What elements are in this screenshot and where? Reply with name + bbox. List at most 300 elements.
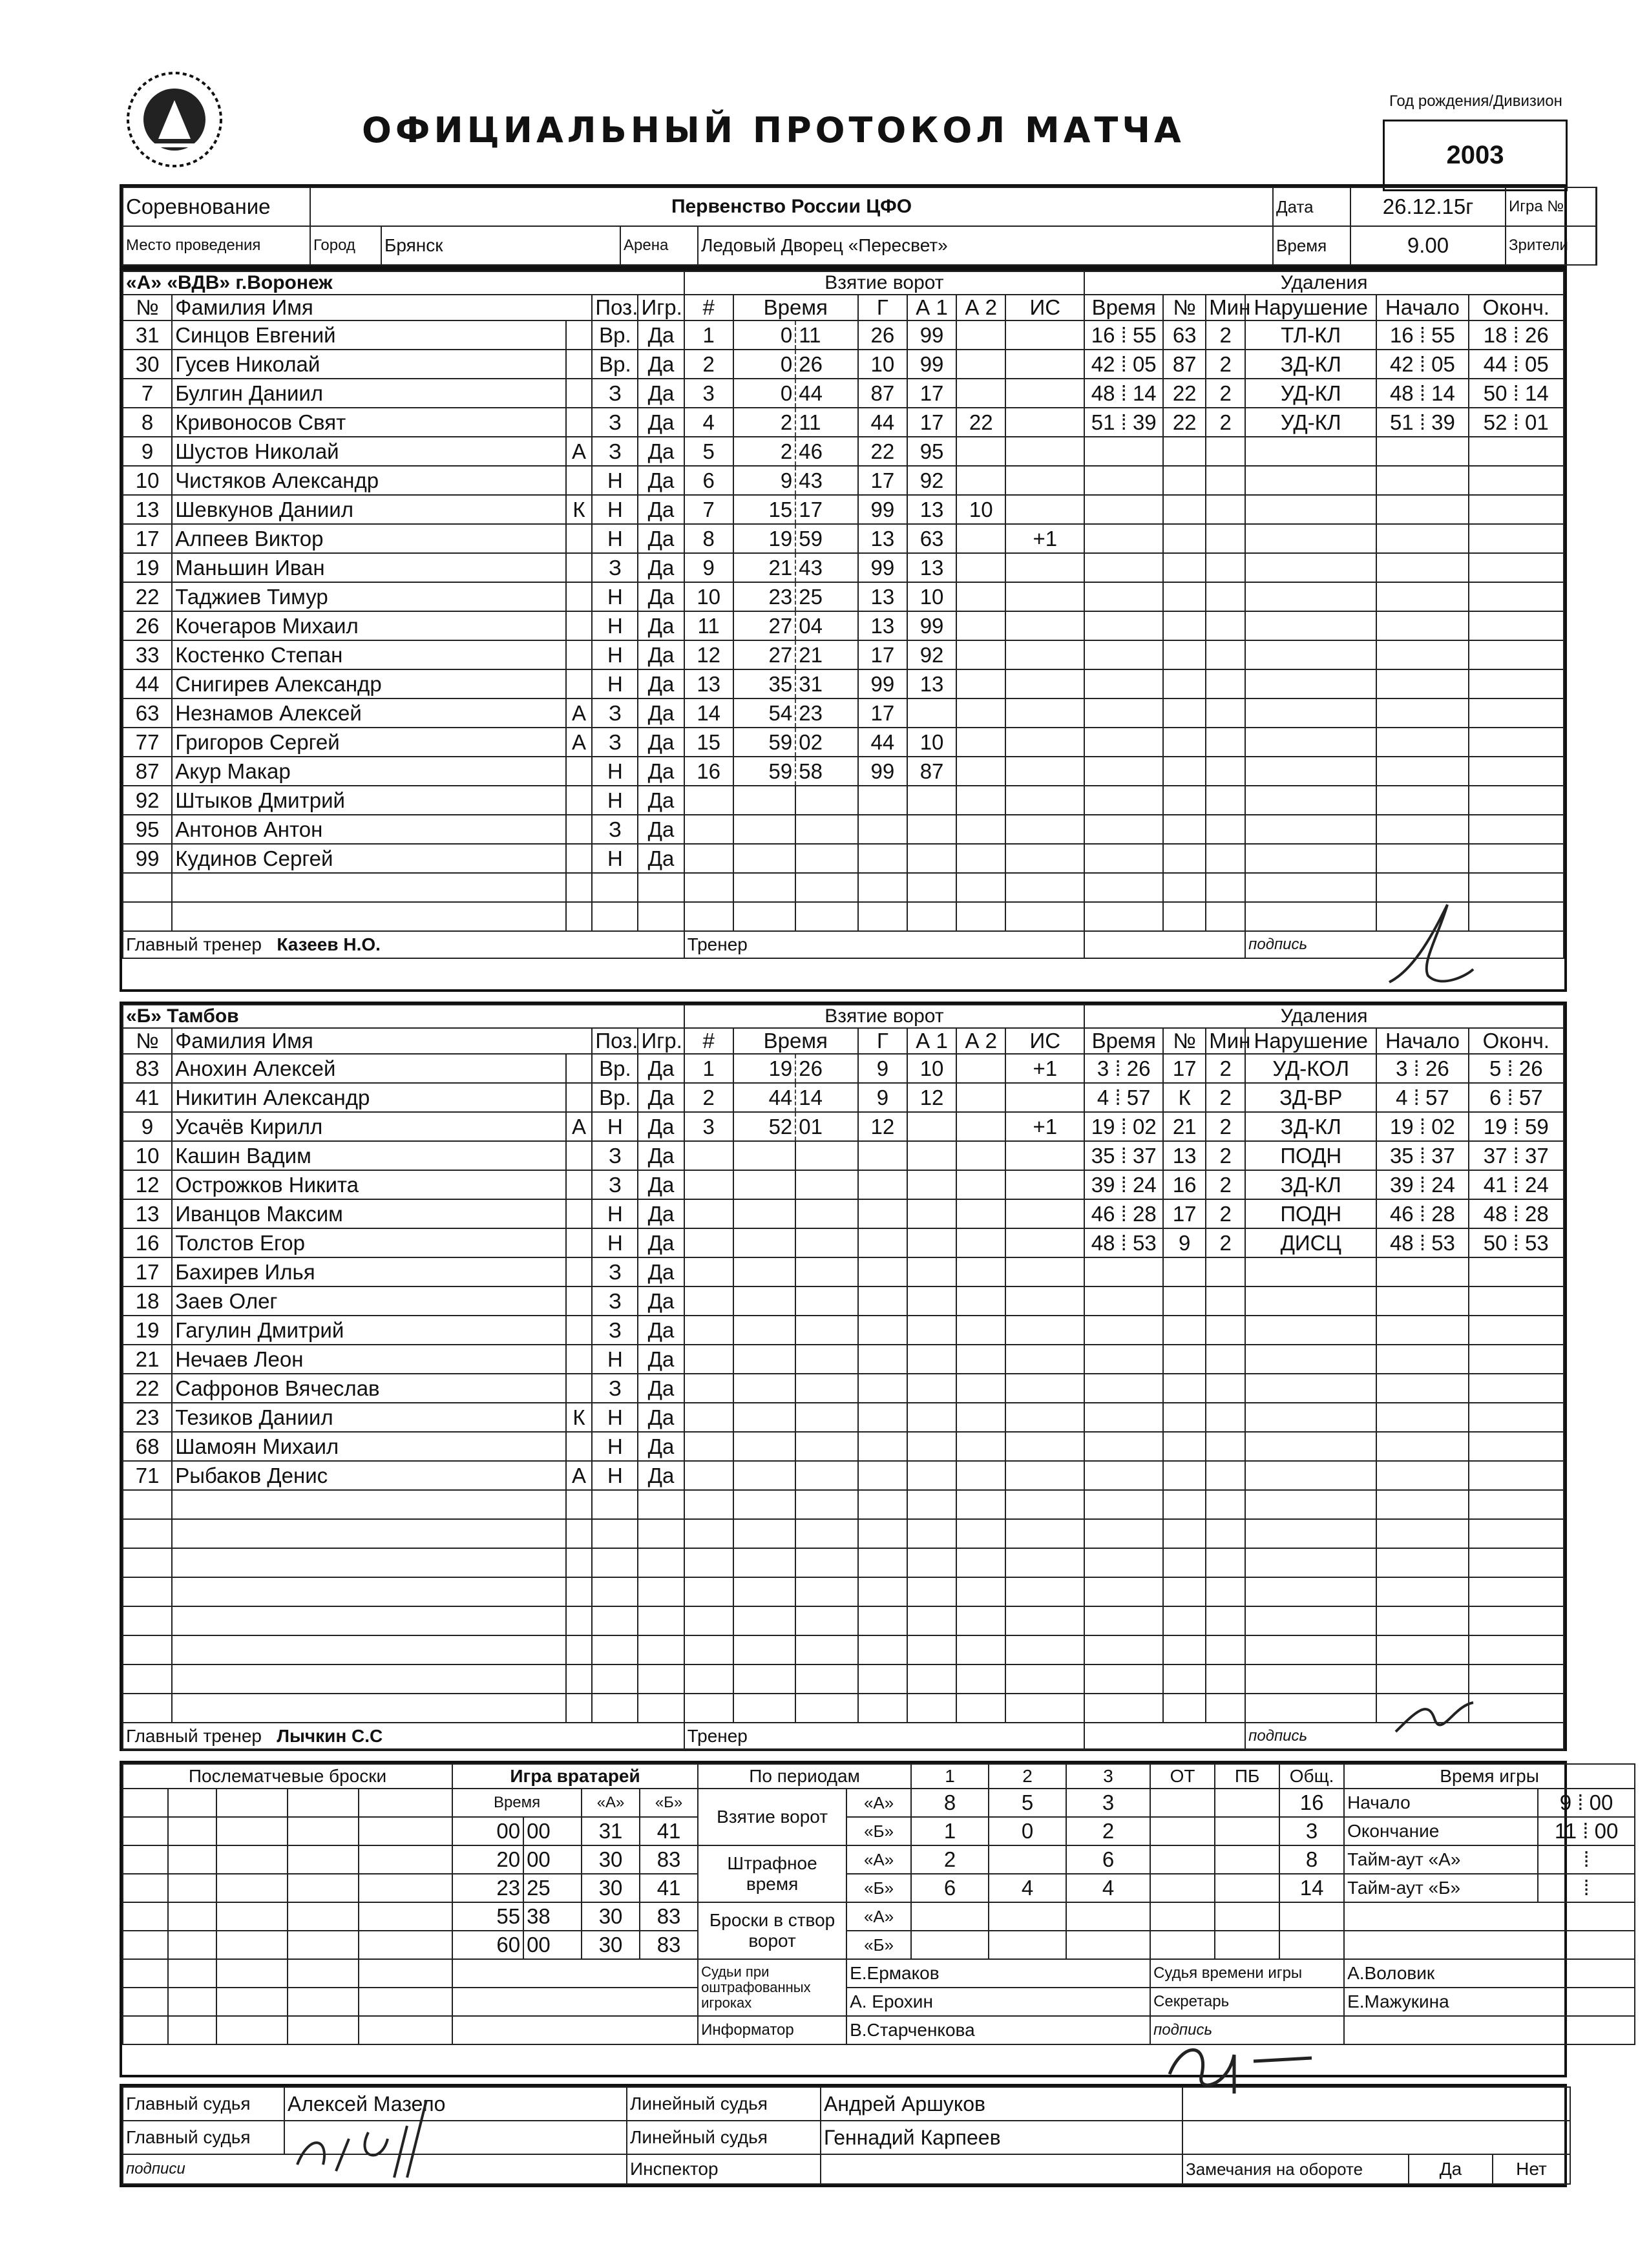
penalty-start-sec: 26: [1425, 1056, 1449, 1080]
goal-minute: 15: [733, 495, 796, 524]
empty-cell: [858, 1519, 907, 1548]
penalty-end-min: 19: [1483, 1114, 1507, 1139]
coach-space: [1084, 1723, 1245, 1750]
goal-assist-1: 99: [907, 350, 956, 379]
empty-cell: [1245, 1548, 1376, 1577]
empty-cell: [1245, 611, 1376, 640]
empty-cell: [1084, 437, 1163, 466]
empty-cell: [1279, 1902, 1344, 1931]
goal-minute: 2: [733, 408, 796, 437]
player-position: З: [592, 728, 638, 757]
penalty-violation: ТЛ-КЛ: [1245, 320, 1376, 350]
shootout-cell: [168, 1988, 216, 2016]
player-position: З: [592, 698, 638, 728]
empty-cell: [1469, 1490, 1564, 1519]
game-time-value: 11 ⁞ 00: [1538, 1817, 1635, 1845]
empty-cell: [684, 1170, 733, 1199]
player-number: 8: [123, 408, 172, 437]
penalty-time: 4 ⁞ 57: [1084, 1083, 1163, 1112]
penalty-start: 51 ⁞ 39: [1376, 408, 1468, 437]
year-division-value: 2003: [1383, 120, 1568, 191]
player-played: [638, 1664, 684, 1694]
col-a2: А 2: [956, 1028, 1005, 1054]
empty-cell: [1163, 728, 1206, 757]
empty-cell: [1245, 1664, 1376, 1694]
empty-cell: [1376, 582, 1468, 611]
period-row-label: Взятие ворот: [698, 1789, 846, 1845]
player-captaincy: [566, 1664, 593, 1694]
player-played: Да: [638, 408, 684, 437]
goal-scorer: 22: [858, 437, 907, 466]
empty-cell: [1215, 1931, 1279, 1959]
empty-cell: [1245, 786, 1376, 815]
shootout-cell: [359, 1959, 452, 1988]
penalty-time: 16 ⁞ 55: [1084, 320, 1163, 350]
penalty-end-sec: 26: [1518, 1056, 1543, 1080]
penalty-start-min: 19: [1389, 1114, 1414, 1139]
penalty-minute: 19: [1091, 1114, 1115, 1139]
empty-cell: [907, 1548, 956, 1577]
penalty-start: 19 ⁞ 02: [1376, 1112, 1468, 1141]
empty-cell: [733, 1403, 796, 1432]
goal-minute: 52: [733, 1112, 796, 1141]
empty-cell: [1084, 524, 1163, 553]
empty-cell: [733, 1199, 796, 1228]
empty-cell: [1245, 1432, 1376, 1461]
empty-cell: [795, 1228, 858, 1257]
player-captaincy: [566, 815, 593, 844]
penalty-end-sec: 57: [1518, 1085, 1543, 1109]
player-position: З: [592, 437, 638, 466]
empty-cell: [1163, 1403, 1206, 1432]
player-captaincy: А: [566, 728, 593, 757]
player-number: 17: [123, 1257, 172, 1286]
empty-cell: [907, 1199, 956, 1228]
empty-cell: [858, 1606, 907, 1635]
penalty-minutes: 2: [1206, 1112, 1245, 1141]
empty-cell: [1469, 1316, 1564, 1345]
empty-cell: [1376, 1345, 1468, 1374]
empty-cell: [684, 1577, 733, 1606]
player-number: [123, 1519, 172, 1548]
player-position: Н: [592, 582, 638, 611]
empty-cell: [907, 1432, 956, 1461]
player-played: Да: [638, 698, 684, 728]
coach-space: [1084, 931, 1245, 958]
penalty-start-sec: 24: [1431, 1172, 1455, 1197]
player-number: 33: [123, 640, 172, 669]
main-referee-label-1: Главный судья: [123, 2087, 284, 2121]
goal-minute: 35: [733, 669, 796, 698]
player-name: [172, 1606, 566, 1635]
shootout-cell: [288, 1789, 359, 1817]
player-captaincy: [566, 844, 593, 873]
penalty-second: 39: [1132, 410, 1157, 434]
shootout-title: Послематчевые броски: [123, 1764, 452, 1789]
empty-cell: [1084, 728, 1163, 757]
empty-cell: [858, 1228, 907, 1257]
empty-cell: [1245, 669, 1376, 698]
player-captaincy: [566, 1083, 593, 1112]
player-captaincy: [566, 1694, 593, 1723]
goal-strength: [1005, 495, 1084, 524]
empty-cell: [1469, 1403, 1564, 1432]
goal-assist-2: [956, 698, 1005, 728]
player-name: Иванцов Максим: [172, 1199, 566, 1228]
empty-cell: [1469, 786, 1564, 815]
player-name: Чистяков Александр: [172, 466, 566, 495]
empty-cell: [1084, 640, 1163, 669]
goal-scorer: 13: [858, 611, 907, 640]
player-name: Незнамов Алексей: [172, 698, 566, 728]
empty-cell: [1005, 1519, 1084, 1548]
city-value: Брянск: [381, 226, 620, 265]
col-end: Оконч.: [1469, 1028, 1564, 1054]
empty-cell: [1469, 1374, 1564, 1403]
player-position: [592, 1577, 638, 1606]
team-a-block: [120, 268, 1567, 992]
game-time-label: Тайм-аут «А»: [1344, 1845, 1538, 1874]
player-played: Да: [638, 728, 684, 757]
period-value: 0: [989, 1817, 1066, 1845]
player-name: Кашин Вадим: [172, 1141, 566, 1170]
empty-cell: [1084, 1664, 1163, 1694]
team-b-block: [120, 1002, 1567, 1751]
empty-cell: [1163, 582, 1206, 611]
empty-cell: [907, 1345, 956, 1374]
shootout-cell: [216, 2016, 288, 2044]
goal-minute: 27: [733, 640, 796, 669]
empty-cell: [1469, 728, 1564, 757]
empty-cell: [858, 1461, 907, 1490]
goal-assist-1: 63: [907, 524, 956, 553]
player-captaincy: [566, 611, 593, 640]
shootout-cell: [359, 1789, 452, 1817]
empty-cell: [733, 1664, 796, 1694]
head-coach-name: Казеев Н.О.: [277, 934, 381, 954]
empty-cell: [1376, 1490, 1468, 1519]
penalty-second: 02: [1132, 1114, 1157, 1139]
empty-cell: [1084, 1432, 1163, 1461]
penalty-player: 16: [1163, 1170, 1206, 1199]
period-value: [1150, 1874, 1215, 1902]
period-col-2: 3: [1066, 1764, 1150, 1789]
spectators-value: [1596, 226, 1597, 265]
penalties-title: Удаления: [1084, 1005, 1564, 1028]
empty-cell: [1469, 669, 1564, 698]
goalie-second: 00: [523, 1931, 582, 1959]
player-position: [592, 1694, 638, 1723]
goal-minute: 19: [733, 524, 796, 553]
penalty-start-min: 51: [1389, 410, 1414, 434]
empty-cell: [907, 1286, 956, 1316]
goal-strength: [1005, 466, 1084, 495]
penalty-start: 16 ⁞ 55: [1376, 320, 1468, 350]
period-value: [1150, 1789, 1215, 1817]
player-captaincy: [566, 1606, 593, 1635]
player-captaincy: [566, 902, 593, 931]
player-number: 26: [123, 611, 172, 640]
goal-scorer: 10: [858, 350, 907, 379]
official-role-label: подпись: [1150, 2016, 1344, 2044]
empty-cell: [1469, 1548, 1564, 1577]
goal-strength: [1005, 728, 1084, 757]
empty-cell: [1163, 437, 1206, 466]
period-col-3: ОТ: [1150, 1764, 1215, 1789]
penalty-start-sec: 02: [1431, 1114, 1455, 1139]
period-value: 5: [989, 1789, 1066, 1817]
penalty-player: 9: [1163, 1228, 1206, 1257]
empty-cell: [1206, 1432, 1245, 1461]
player-position: З: [592, 379, 638, 408]
col-pen-min: Мин: [1206, 295, 1245, 320]
empty-cell: [733, 1257, 796, 1286]
player-number: [123, 1548, 172, 1577]
shootout-cell: [359, 1931, 452, 1959]
empty-cell: [858, 844, 907, 873]
official-role-value: А.Воловик: [1344, 1959, 1635, 1988]
empty-cell: [1245, 582, 1376, 611]
col-a1: А 1: [907, 1028, 956, 1054]
penalty-minute: 35: [1091, 1143, 1115, 1168]
shootout-cell: [288, 2016, 359, 2044]
goal-second: 23: [795, 698, 858, 728]
empty-cell: [1469, 1432, 1564, 1461]
goal-strength: [1005, 1083, 1084, 1112]
player-number: 95: [123, 815, 172, 844]
goal-minute: 0: [733, 350, 796, 379]
empty-cell: [795, 1635, 858, 1664]
shootout-cell: [359, 1988, 452, 2016]
goal-number: 2: [684, 1083, 733, 1112]
col-name: Фамилия Имя: [172, 1028, 592, 1054]
goal-number: 5: [684, 437, 733, 466]
empty-cell: [1469, 524, 1564, 553]
player-played: Да: [638, 1054, 684, 1083]
goal-minute: 19: [733, 1054, 796, 1083]
penalty-end-sec: 24: [1525, 1172, 1549, 1197]
player-captaincy: [566, 1316, 593, 1345]
empty-cell: [1206, 1286, 1245, 1316]
penalty-player: 17: [1163, 1054, 1206, 1083]
empty-cell: [1206, 757, 1245, 786]
player-name: Штыков Дмитрий: [172, 786, 566, 815]
player-name: [172, 873, 566, 902]
player-played: Да: [638, 1170, 684, 1199]
goal-assist-1: 12: [907, 1083, 956, 1112]
shootout-cell: [216, 1931, 288, 1959]
penalty-start: 3 ⁞ 26: [1376, 1054, 1468, 1083]
penalty-second: 05: [1132, 352, 1157, 376]
empty-cell: [1005, 1374, 1084, 1403]
penalty-minutes: 2: [1206, 1199, 1245, 1228]
empty-cell: [733, 1170, 796, 1199]
penalty-second: 53: [1132, 1230, 1157, 1255]
player-position: З: [592, 408, 638, 437]
player-number: 16: [123, 1228, 172, 1257]
empty-cell: [1163, 1519, 1206, 1548]
player-played: Да: [638, 553, 684, 582]
penalty-time: 19 ⁞ 02: [1084, 1112, 1163, 1141]
goal-second: 31: [795, 669, 858, 698]
goalie-b: 83: [640, 1931, 698, 1959]
empty-cell: [1245, 1461, 1376, 1490]
goal-assist-2: [956, 379, 1005, 408]
player-name: Гусев Николай: [172, 350, 566, 379]
penalty-time: 48 ⁞ 53: [1084, 1228, 1163, 1257]
player-played: [638, 873, 684, 902]
remarks-label: Замечания на обороте: [1182, 2154, 1409, 2184]
player-played: Да: [638, 757, 684, 786]
arena-label: Арена: [620, 226, 698, 265]
empty-cell: [1163, 757, 1206, 786]
player-played: [638, 1548, 684, 1577]
empty-cell: [1206, 1694, 1245, 1723]
player-position: З: [592, 1170, 638, 1199]
empty-cell: [795, 1519, 858, 1548]
goal-strength: [1005, 757, 1084, 786]
goal-scorer: 12: [858, 1112, 907, 1141]
goal-assist-2: [956, 466, 1005, 495]
match-info: [120, 184, 1567, 268]
empty-cell: [1005, 1228, 1084, 1257]
empty-cell: [1084, 1577, 1163, 1606]
linesman-2: Геннадий Карпеев: [821, 2121, 1182, 2154]
empty-cell: [956, 1199, 1005, 1228]
goal-second: 11: [795, 408, 858, 437]
empty-cell: [1245, 1286, 1376, 1316]
penalty-start-sec: 14: [1431, 381, 1455, 405]
empty-cell: [684, 1606, 733, 1635]
empty-cell: [1279, 1931, 1344, 1959]
goals-title: Взятие ворот: [684, 1005, 1085, 1028]
empty-cell: [1469, 640, 1564, 669]
player-number: [123, 902, 172, 931]
empty-cell: [858, 1490, 907, 1519]
empty-cell: [1376, 1257, 1468, 1286]
empty-cell: [1245, 698, 1376, 728]
empty-cell: [1469, 1257, 1564, 1286]
empty-cell: [1344, 2016, 1635, 2044]
player-captaincy: А: [566, 1112, 593, 1141]
goal-second: 46: [795, 437, 858, 466]
empty-cell: [907, 1519, 956, 1548]
empty-cell: [911, 1902, 989, 1931]
date-value: 26.12.15г: [1350, 187, 1506, 226]
goalies-title: Игра вратарей: [452, 1764, 698, 1789]
goal-number: 12: [684, 640, 733, 669]
empty-cell: [907, 1257, 956, 1286]
penalty-end-sec: 59: [1525, 1114, 1549, 1139]
empty-cell: [858, 1199, 907, 1228]
player-position: Н: [592, 757, 638, 786]
penalty-second: 55: [1132, 322, 1157, 347]
competition-label: Соревнование: [123, 187, 310, 226]
player-captaincy: К: [566, 495, 593, 524]
empty-cell: [795, 844, 858, 873]
player-number: 71: [123, 1461, 172, 1490]
penalty-minute: 4: [1097, 1085, 1109, 1109]
period-team-tag: «А»: [846, 1902, 911, 1931]
empty-cell: [1163, 611, 1206, 640]
player-played: Да: [638, 437, 684, 466]
col-g: Г: [858, 1028, 907, 1054]
empty-cell: [1206, 1257, 1245, 1286]
empty-cell: [1163, 1432, 1206, 1461]
goal-minute: 59: [733, 757, 796, 786]
empty-cell: [684, 844, 733, 873]
empty-cell: [956, 1403, 1005, 1432]
empty-cell: [1005, 1432, 1084, 1461]
empty-cell: [1206, 466, 1245, 495]
player-number: [123, 1694, 172, 1723]
shootout-cell: [288, 1902, 359, 1931]
penalty-second: 26: [1126, 1056, 1151, 1080]
empty-cell: [1376, 466, 1468, 495]
empty-cell: [1206, 1548, 1245, 1577]
empty-cell: [1084, 1519, 1163, 1548]
player-position: Н: [592, 1199, 638, 1228]
player-captaincy: [566, 582, 593, 611]
empty-cell: [1084, 466, 1163, 495]
penalty-end: 18 ⁞ 26: [1469, 320, 1564, 350]
goal-minute: 44: [733, 1083, 796, 1112]
player-number: 10: [123, 466, 172, 495]
player-name: Шамоян Михаил: [172, 1432, 566, 1461]
empty-cell: [795, 1694, 858, 1723]
shootout-cell: [216, 1988, 288, 2016]
empty-cell: [956, 1228, 1005, 1257]
player-played: Да: [638, 1461, 684, 1490]
penalty-start-sec: 57: [1425, 1085, 1449, 1109]
goal-second: 04: [795, 611, 858, 640]
empty-cell: [956, 1519, 1005, 1548]
empty-cell: [1163, 1606, 1206, 1635]
shootout-cell: [123, 1845, 168, 1874]
empty-cell: [795, 902, 858, 931]
empty-cell: [1206, 553, 1245, 582]
empty-cell: [1245, 1257, 1376, 1286]
penalty-minutes: 2: [1206, 408, 1245, 437]
empty-cell: [1245, 640, 1376, 669]
goal-assist-1: 17: [907, 379, 956, 408]
venue-label: Место проведения: [123, 226, 310, 265]
goalie-minute: 55: [452, 1902, 523, 1931]
player-number: 9: [123, 437, 172, 466]
empty-cell: [1469, 1286, 1564, 1316]
empty-cell: [858, 1403, 907, 1432]
goal-number: 15: [684, 728, 733, 757]
empty-cell: [733, 1519, 796, 1548]
empty-cell: [1206, 1316, 1245, 1345]
goal-assist-2: 10: [956, 495, 1005, 524]
goal-minute: 59: [733, 728, 796, 757]
player-captaincy: [566, 757, 593, 786]
goal-number: 4: [684, 408, 733, 437]
empty-cell: [1245, 1374, 1376, 1403]
player-position: [592, 1606, 638, 1635]
empty-cell: [1206, 815, 1245, 844]
player-played: Да: [638, 524, 684, 553]
player-name: Острожков Никита: [172, 1170, 566, 1199]
goal-assist-2: [956, 1054, 1005, 1083]
penalty-time: 39 ⁞ 24: [1084, 1170, 1163, 1199]
empty-cell: [1005, 1199, 1084, 1228]
penalties-title: Удаления: [1084, 271, 1564, 295]
col-end: Оконч.: [1469, 295, 1564, 320]
remarks-no: Нет: [1493, 2154, 1570, 2184]
penalty-end-sec: 37: [1525, 1143, 1549, 1168]
